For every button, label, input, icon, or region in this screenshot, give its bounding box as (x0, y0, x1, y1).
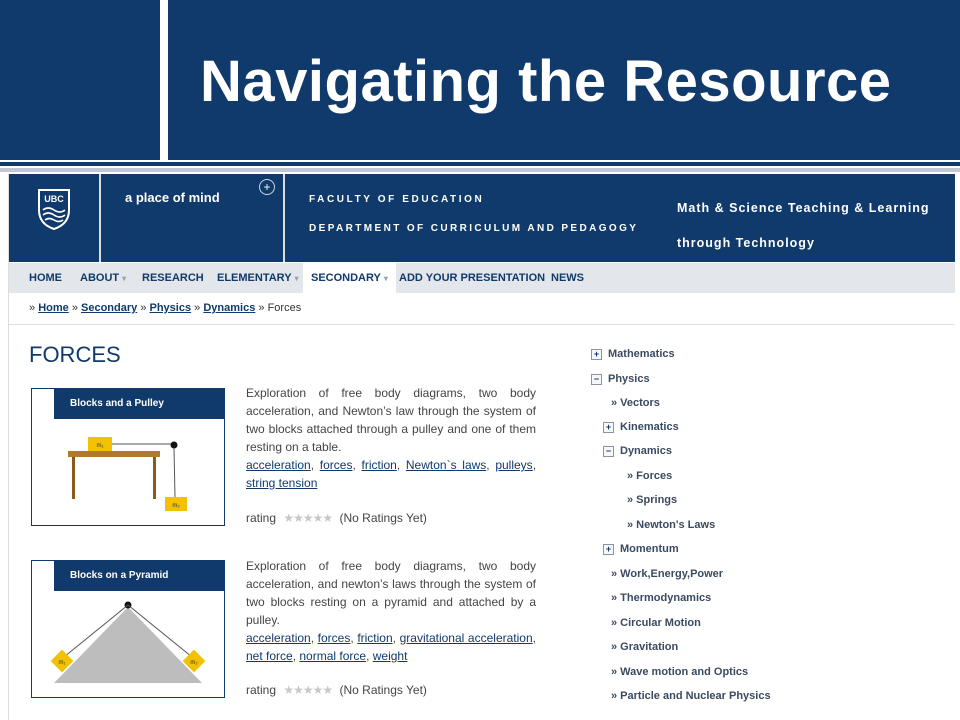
rating-label: rating (246, 683, 277, 697)
tag-link[interactable]: pulleys (495, 458, 533, 472)
tree-label: » Particle and Nuclear Physics (611, 690, 771, 702)
collapse-icon[interactable]: − (591, 374, 602, 385)
description-text: Exploration of free body diagrams, two body acceleration, and Newton’s law through the system of two blocks attached through a pulley and one of them resting on a table. (246, 386, 536, 454)
tree-item-thermodynamics[interactable] (611, 592, 711, 604)
rating (246, 683, 427, 697)
pulley-diagram (32, 419, 224, 525)
tree-label: Physics (608, 373, 650, 385)
chevron-down-icon: ▾ (294, 274, 299, 283)
tree-item-mathematics[interactable] (591, 348, 675, 360)
tree-label: » Gravitation (611, 641, 679, 653)
breadcrumb-dynamics[interactable]: Dynamics (203, 302, 256, 314)
star-rating-icon[interactable]: ★★★★★ (283, 511, 333, 525)
rating-text: (No Ratings Yet) (339, 683, 427, 697)
main-nav (9, 263, 955, 293)
tree-label: » Newton's Laws (627, 519, 716, 531)
site-title[interactable]: Math & Science Teaching & Learning through Technology (677, 201, 930, 250)
tag-list: acceleration, forces, friction, Newton`s laws, pulleys, string tension (246, 458, 537, 490)
resource-card-thumbnail[interactable] (31, 560, 225, 698)
slide-title: Navigating the Resource (200, 49, 892, 114)
breadcrumb-separator: » (29, 302, 36, 314)
breadcrumb-separator: » (71, 302, 78, 314)
expand-icon[interactable]: + (591, 349, 602, 360)
tree-label: Dynamics (620, 445, 672, 457)
breadcrumb-physics[interactable]: Physics (149, 302, 192, 314)
tree-item-gravitation[interactable] (611, 641, 678, 653)
card-title: Blocks and a Pulley (32, 389, 224, 419)
website-screenshot (8, 174, 955, 720)
tree-label: Momentum (620, 543, 679, 555)
nav-label: ELEMENTARY (217, 272, 292, 284)
expand-header-icon[interactable]: + (259, 179, 275, 195)
nav-research[interactable] (142, 263, 204, 293)
nav-label: HOME (29, 272, 62, 284)
tree-label: » Forces (627, 470, 673, 482)
block-label: m₂ (190, 660, 198, 666)
tree-item-forces[interactable] (627, 470, 672, 482)
tag-link[interactable]: normal force (299, 649, 367, 663)
ubc-logo-text: UBC (44, 194, 64, 204)
breadcrumb-home[interactable]: Home (38, 302, 69, 314)
tree-label: » Circular Motion (611, 617, 701, 629)
tag-link[interactable]: forces (317, 631, 351, 645)
tree-item-wave-motion-optics[interactable] (611, 666, 748, 678)
tag-link[interactable]: acceleration (246, 631, 311, 645)
nav-about[interactable] (80, 263, 126, 293)
tag-link[interactable]: string tension (246, 476, 318, 490)
description-text: Exploration of free body diagrams, two body acceleration, and newton’s laws through the system of two blocks resting on a pyramid and attached by a pulley. (246, 559, 536, 627)
star-rating-icon[interactable]: ★★★★★ (283, 683, 333, 697)
nav-label: NEWS (551, 272, 584, 284)
tree-label: Mathematics (608, 348, 675, 360)
breadcrumb-separator: » (194, 302, 201, 314)
slide-left-panel (0, 0, 160, 160)
nav-elementary[interactable] (217, 263, 299, 293)
tree-item-momentum[interactable] (603, 543, 679, 555)
tag-link[interactable]: Newton`s laws (405, 458, 487, 472)
tag-link[interactable]: gravitational acceleration (399, 631, 533, 645)
tree-item-particle-nuclear-physics[interactable] (611, 690, 771, 702)
tree-label: » Springs (627, 494, 678, 506)
tree-item-dynamics[interactable] (603, 445, 672, 457)
rating (246, 511, 427, 525)
tagline: a place of mind (125, 190, 220, 205)
breadcrumb (29, 302, 301, 314)
slide-divider (0, 162, 960, 166)
collapse-icon[interactable]: − (603, 446, 614, 457)
breadcrumb-separator: » (258, 302, 265, 314)
tag-link[interactable]: acceleration (246, 458, 311, 472)
tree-item-springs[interactable] (627, 494, 677, 506)
expand-icon[interactable]: + (603, 422, 614, 433)
breadcrumb-separator: » (140, 302, 147, 314)
block-label: m₁ (58, 660, 66, 666)
tree-label: » Work,Energy,Power (611, 568, 724, 580)
card-title: Blocks on a Pyramid (32, 561, 224, 591)
header-divider (283, 174, 285, 262)
chevron-down-icon: ▾ (122, 274, 127, 283)
ubc-logo-icon[interactable] (37, 188, 71, 230)
resource-description (246, 557, 536, 665)
chevron-down-icon: ▾ (383, 274, 388, 283)
tag-link[interactable]: friction (357, 631, 393, 645)
expand-icon[interactable]: + (603, 544, 614, 555)
rating-label: rating (246, 511, 277, 525)
tag-link[interactable]: net force (246, 649, 293, 663)
tree-item-circular-motion[interactable] (611, 617, 701, 629)
department-name: DEPARTMENT OF CURRICULUM AND PEDAGOGY (309, 223, 639, 234)
nav-home[interactable] (29, 263, 62, 293)
nav-label: ABOUT (80, 272, 120, 284)
tag-link[interactable]: forces (319, 458, 353, 472)
nav-secondary[interactable] (303, 263, 396, 293)
tag-link[interactable]: friction (361, 458, 397, 472)
tree-label: » Thermodynamics (611, 592, 712, 604)
tree-label: » Wave motion and Optics (611, 666, 749, 678)
tree-item-physics[interactable] (591, 373, 650, 385)
site-header (9, 174, 955, 262)
breadcrumb-current: Forces (267, 302, 302, 314)
rating-text: (No Ratings Yet) (339, 511, 427, 525)
tree-label: » Vectors (611, 397, 660, 409)
nav-label: RESEARCH (142, 272, 204, 284)
resource-description (246, 384, 536, 492)
page-title: FORCES (29, 342, 121, 367)
tree-label: Kinematics (620, 421, 679, 433)
divider (9, 324, 955, 325)
tag-link[interactable]: weight (372, 649, 408, 663)
nav-news[interactable] (551, 263, 584, 293)
nav-label: ADD YOUR PRESENTATION (399, 272, 546, 284)
tree-item-newtons-laws[interactable] (627, 519, 715, 531)
faculty-name: FACULTY OF EDUCATION (309, 194, 485, 205)
block-label: m₂ (172, 503, 180, 509)
tree-item-kinematics[interactable] (603, 421, 679, 433)
resource-card-thumbnail[interactable] (31, 388, 225, 526)
breadcrumb-secondary[interactable]: Secondary (81, 302, 138, 314)
tag-list: acceleration, forces, friction, gravitational acceleration, net force, normal force, weight (246, 631, 536, 663)
nav-add-presentation[interactable] (399, 263, 545, 293)
tree-item-work-energy-power[interactable] (611, 568, 723, 580)
nav-label: SECONDARY (311, 272, 381, 284)
slide-divider-light (0, 168, 960, 172)
header-divider (99, 174, 101, 262)
tree-item-vectors[interactable] (611, 397, 660, 409)
pyramid-diagram (32, 591, 224, 697)
block-label: m₁ (96, 443, 104, 449)
